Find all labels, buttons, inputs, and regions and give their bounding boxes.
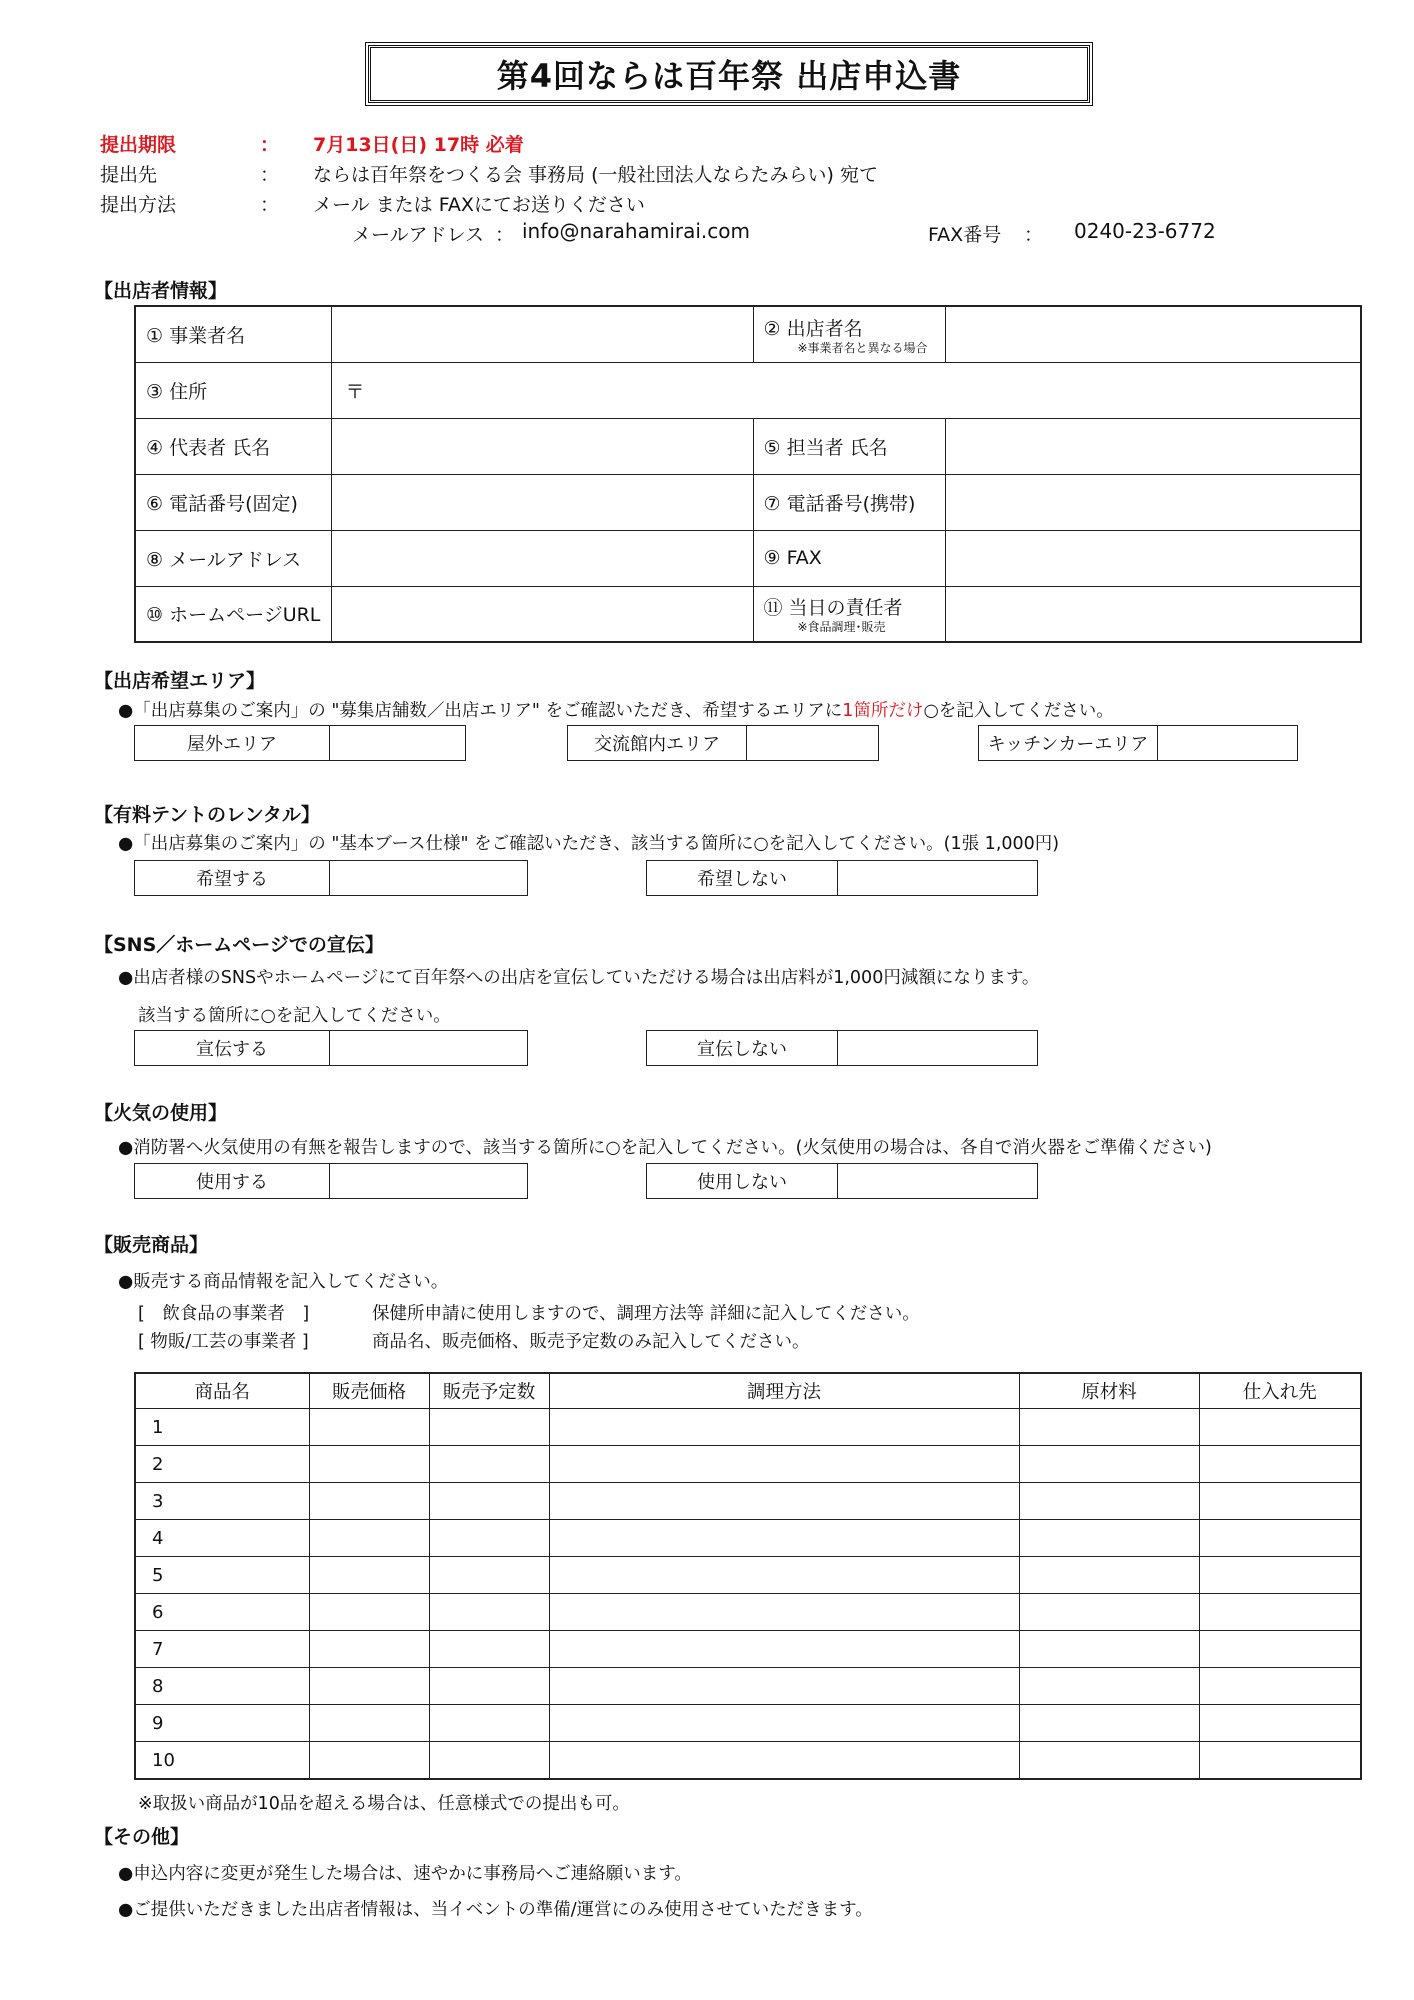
exhibitor-table <box>134 305 1362 643</box>
email-label: メールアドレス <box>352 224 485 246</box>
page-title: 第4回ならは百年祭 出店申込書 <box>368 45 1090 103</box>
product-cell[interactable] <box>309 1446 429 1483</box>
contact-person-field[interactable] <box>945 418 1361 474</box>
product-cell[interactable] <box>1019 1742 1199 1780</box>
row-number[interactable]: 5 <box>135 1557 309 1594</box>
product-cell[interactable] <box>429 1631 549 1668</box>
product-cell[interactable] <box>429 1594 549 1631</box>
method-label: 提出方法 <box>100 194 177 216</box>
product-cell[interactable] <box>1019 1705 1199 1742</box>
product-cell[interactable] <box>1199 1668 1361 1705</box>
product-cell[interactable] <box>429 1742 549 1780</box>
row-number[interactable]: 1 <box>135 1409 309 1446</box>
product-cell[interactable] <box>1199 1557 1361 1594</box>
fax-field-label: ⑨ FAX <box>753 530 945 586</box>
email-value: info@narahamirai.com <box>522 219 750 243</box>
row-number[interactable]: 9 <box>135 1705 309 1742</box>
table-row <box>135 1631 1361 1668</box>
fire-option-yes[interactable]: 使用する <box>134 1163 528 1199</box>
business-name-field[interactable] <box>331 306 753 362</box>
tent-option-no[interactable]: 希望しない <box>646 860 1038 896</box>
row-number[interactable]: 10 <box>135 1742 309 1780</box>
goods-text: 商品名、販売価格、販売予定数のみ記入してください。 <box>372 1332 810 1352</box>
product-cell[interactable] <box>1199 1483 1361 1520</box>
table-row <box>135 1483 1361 1520</box>
destination-label: 提出先 <box>100 164 158 186</box>
phone-fixed-label: ⑥ 電話番号(固定) <box>135 474 331 530</box>
contact-person-label: ⑤ 担当者 氏名 <box>753 418 945 474</box>
table-row <box>135 1409 1361 1446</box>
products-table <box>134 1372 1362 1780</box>
product-cell[interactable] <box>549 1557 1019 1594</box>
products-note: ●販売する商品情報を記入してください。 <box>118 1272 449 1292</box>
business-name-label: ① 事業者名 <box>135 306 331 362</box>
column-header: 仕入れ先 <box>1199 1373 1361 1409</box>
food-label: [ 飲食品の事業者 ] <box>138 1304 310 1324</box>
product-cell[interactable] <box>309 1409 429 1446</box>
product-cell[interactable] <box>549 1705 1019 1742</box>
product-cell[interactable] <box>1019 1483 1199 1520</box>
product-cell[interactable] <box>549 1483 1019 1520</box>
colon: ： <box>495 224 515 246</box>
representative-label: ④ 代表者 氏名 <box>135 418 331 474</box>
method-value: メール または FAXにてお送りください <box>313 194 645 216</box>
other-heading: 【その他】 <box>94 1826 190 1848</box>
product-cell[interactable] <box>549 1668 1019 1705</box>
table-row <box>135 1742 1361 1780</box>
area-option-outdoor[interactable]: 屋外エリア <box>134 725 466 761</box>
fire-heading: 【火気の使用】 <box>94 1102 228 1124</box>
table-row <box>135 1668 1361 1705</box>
address-label: ③ 住所 <box>135 362 331 418</box>
exhibitor-name-field[interactable] <box>945 306 1361 362</box>
table-row <box>135 1520 1361 1557</box>
product-cell[interactable] <box>1199 1705 1361 1742</box>
colon: ： <box>260 134 280 156</box>
product-cell[interactable] <box>1199 1446 1361 1483</box>
product-cell[interactable] <box>1199 1631 1361 1668</box>
product-cell[interactable] <box>309 1520 429 1557</box>
column-header: 商品名 <box>135 1373 309 1409</box>
deadline-value: 7月13日(日) 17時 必着 <box>313 134 524 156</box>
product-cell[interactable] <box>309 1594 429 1631</box>
row-number[interactable]: 2 <box>135 1446 309 1483</box>
other-note-2: ●ご提供いただきました出店者情報は、当イベントの準備/運営にのみ使用させていただきます。 <box>118 1900 873 1920</box>
tent-heading: 【有料テントのレンタル】 <box>94 804 320 826</box>
product-cell[interactable] <box>549 1409 1019 1446</box>
phone-mobile-field[interactable] <box>945 474 1361 530</box>
product-cell[interactable] <box>429 1520 549 1557</box>
product-cell[interactable] <box>549 1520 1019 1557</box>
product-cell[interactable] <box>1199 1594 1361 1631</box>
table-row <box>135 1594 1361 1631</box>
product-cell[interactable] <box>309 1742 429 1780</box>
product-cell[interactable] <box>309 1483 429 1520</box>
products-footnote: ※取扱い商品が10品を超える場合は、任意様式での提出も可。 <box>138 1794 630 1814</box>
product-cell[interactable] <box>309 1668 429 1705</box>
table-row <box>135 1705 1361 1742</box>
product-cell[interactable] <box>1019 1409 1199 1446</box>
product-cell[interactable] <box>549 1742 1019 1780</box>
goods-label: [ 物販/工芸の事業者 ] <box>138 1332 309 1352</box>
area-option-indoor[interactable]: 交流館内エリア <box>567 725 879 761</box>
area-heading: 【出店希望エリア】 <box>94 670 266 692</box>
row-number[interactable]: 7 <box>135 1631 309 1668</box>
column-header: 販売予定数 <box>429 1373 549 1409</box>
product-cell[interactable] <box>429 1409 549 1446</box>
exhibitor-heading: 【出店者情報】 <box>94 280 228 302</box>
fire-option-no[interactable]: 使用しない <box>646 1163 1038 1199</box>
food-text: 保健所申請に使用しますので、調理方法等 詳細に記入してください。 <box>372 1304 920 1324</box>
responsible-field[interactable] <box>945 586 1361 642</box>
sns-heading: 【SNS／ホームページでの宣伝】 <box>94 934 384 956</box>
column-header: 販売価格 <box>309 1373 429 1409</box>
product-cell[interactable] <box>1199 1409 1361 1446</box>
product-cell[interactable] <box>429 1446 549 1483</box>
product-cell[interactable] <box>1019 1520 1199 1557</box>
product-cell[interactable] <box>549 1594 1019 1631</box>
other-note-1: ●申込内容に変更が発生した場合は、速やかに事務局へご連絡願います。 <box>118 1864 692 1884</box>
row-number[interactable]: 6 <box>135 1594 309 1631</box>
product-cell[interactable] <box>1199 1520 1361 1557</box>
address-field[interactable]: 〒 <box>331 362 1361 418</box>
row-number[interactable]: 3 <box>135 1483 309 1520</box>
fax-label: FAX番号 <box>928 224 1002 246</box>
colon: ： <box>260 194 280 216</box>
responsible-label: ⑪ 当日の責任者 ※食品調理･販売 <box>753 586 945 642</box>
product-cell[interactable] <box>429 1705 549 1742</box>
product-cell[interactable] <box>1019 1631 1199 1668</box>
product-cell[interactable] <box>549 1446 1019 1483</box>
phone-fixed-field[interactable] <box>331 474 753 530</box>
tent-note: ●「出店募集のご案内」の "基本ブース仕様" をご確認いただき、該当する箇所に○を記入してください。(1張 1,000円) <box>118 834 1060 854</box>
table-row <box>135 1446 1361 1483</box>
fax-field[interactable] <box>945 530 1361 586</box>
column-header: 原材料 <box>1019 1373 1199 1409</box>
area-note: ●「出店募集のご案内」の "募集店舗数／出店エリア" をご確認いただき、希望するエリアに1箇所だけ○を記入してください。 <box>118 701 1114 721</box>
product-cell[interactable] <box>429 1557 549 1594</box>
fax-value: 0240-23-6772 <box>1074 219 1216 243</box>
fire-note: ●消防署へ火気使用の有無を報告しますので、該当する箇所に○を記入してください。(火気使用の場合は、各自で消火器をご準備ください) <box>118 1138 1212 1158</box>
product-cell[interactable] <box>309 1631 429 1668</box>
email-field[interactable] <box>331 530 753 586</box>
area-option-kitchencar[interactable]: キッチンカーエリア <box>978 725 1298 761</box>
representative-field[interactable] <box>331 418 753 474</box>
product-cell[interactable] <box>309 1557 429 1594</box>
product-cell[interactable] <box>1199 1742 1361 1780</box>
product-cell[interactable] <box>309 1705 429 1742</box>
row-number[interactable]: 8 <box>135 1668 309 1705</box>
product-cell[interactable] <box>1019 1594 1199 1631</box>
product-cell[interactable] <box>549 1631 1019 1668</box>
deadline-label: 提出期限 <box>100 134 177 156</box>
homepage-field[interactable] <box>331 586 753 642</box>
table-row <box>135 1557 1361 1594</box>
sns-note-2: 該当する箇所に○を記入してください。 <box>138 1006 451 1026</box>
colon: ： <box>1024 224 1044 246</box>
sns-option-yes[interactable]: 宣伝する <box>134 1030 528 1066</box>
product-cell[interactable] <box>429 1483 549 1520</box>
sns-option-no[interactable]: 宣伝しない <box>646 1030 1038 1066</box>
exhibitor-name-label: ② 出店者名 ※事業者名と異なる場合 <box>753 306 945 362</box>
destination-value: ならは百年祭をつくる会 事務局 (一般社団法人ならたみらい) 宛て <box>313 164 878 186</box>
email-field-label: ⑧ メールアドレス <box>135 530 331 586</box>
product-cell[interactable] <box>1019 1668 1199 1705</box>
products-heading: 【販売商品】 <box>94 1234 209 1256</box>
tent-option-yes[interactable]: 希望する <box>134 860 528 896</box>
product-cell[interactable] <box>429 1668 549 1705</box>
sns-note: ●出店者様のSNSやホームページにて百年祭への出店を宣伝していただける場合は出店料が1,000円減額になります。 <box>118 968 1040 988</box>
colon: ： <box>260 164 280 186</box>
phone-mobile-label: ⑦ 電話番号(携帯) <box>753 474 945 530</box>
product-cell[interactable] <box>1019 1557 1199 1594</box>
row-number[interactable]: 4 <box>135 1520 309 1557</box>
product-cell[interactable] <box>1019 1446 1199 1483</box>
homepage-label: ⑩ ホームページURL <box>135 586 331 642</box>
column-header: 調理方法 <box>549 1373 1019 1409</box>
